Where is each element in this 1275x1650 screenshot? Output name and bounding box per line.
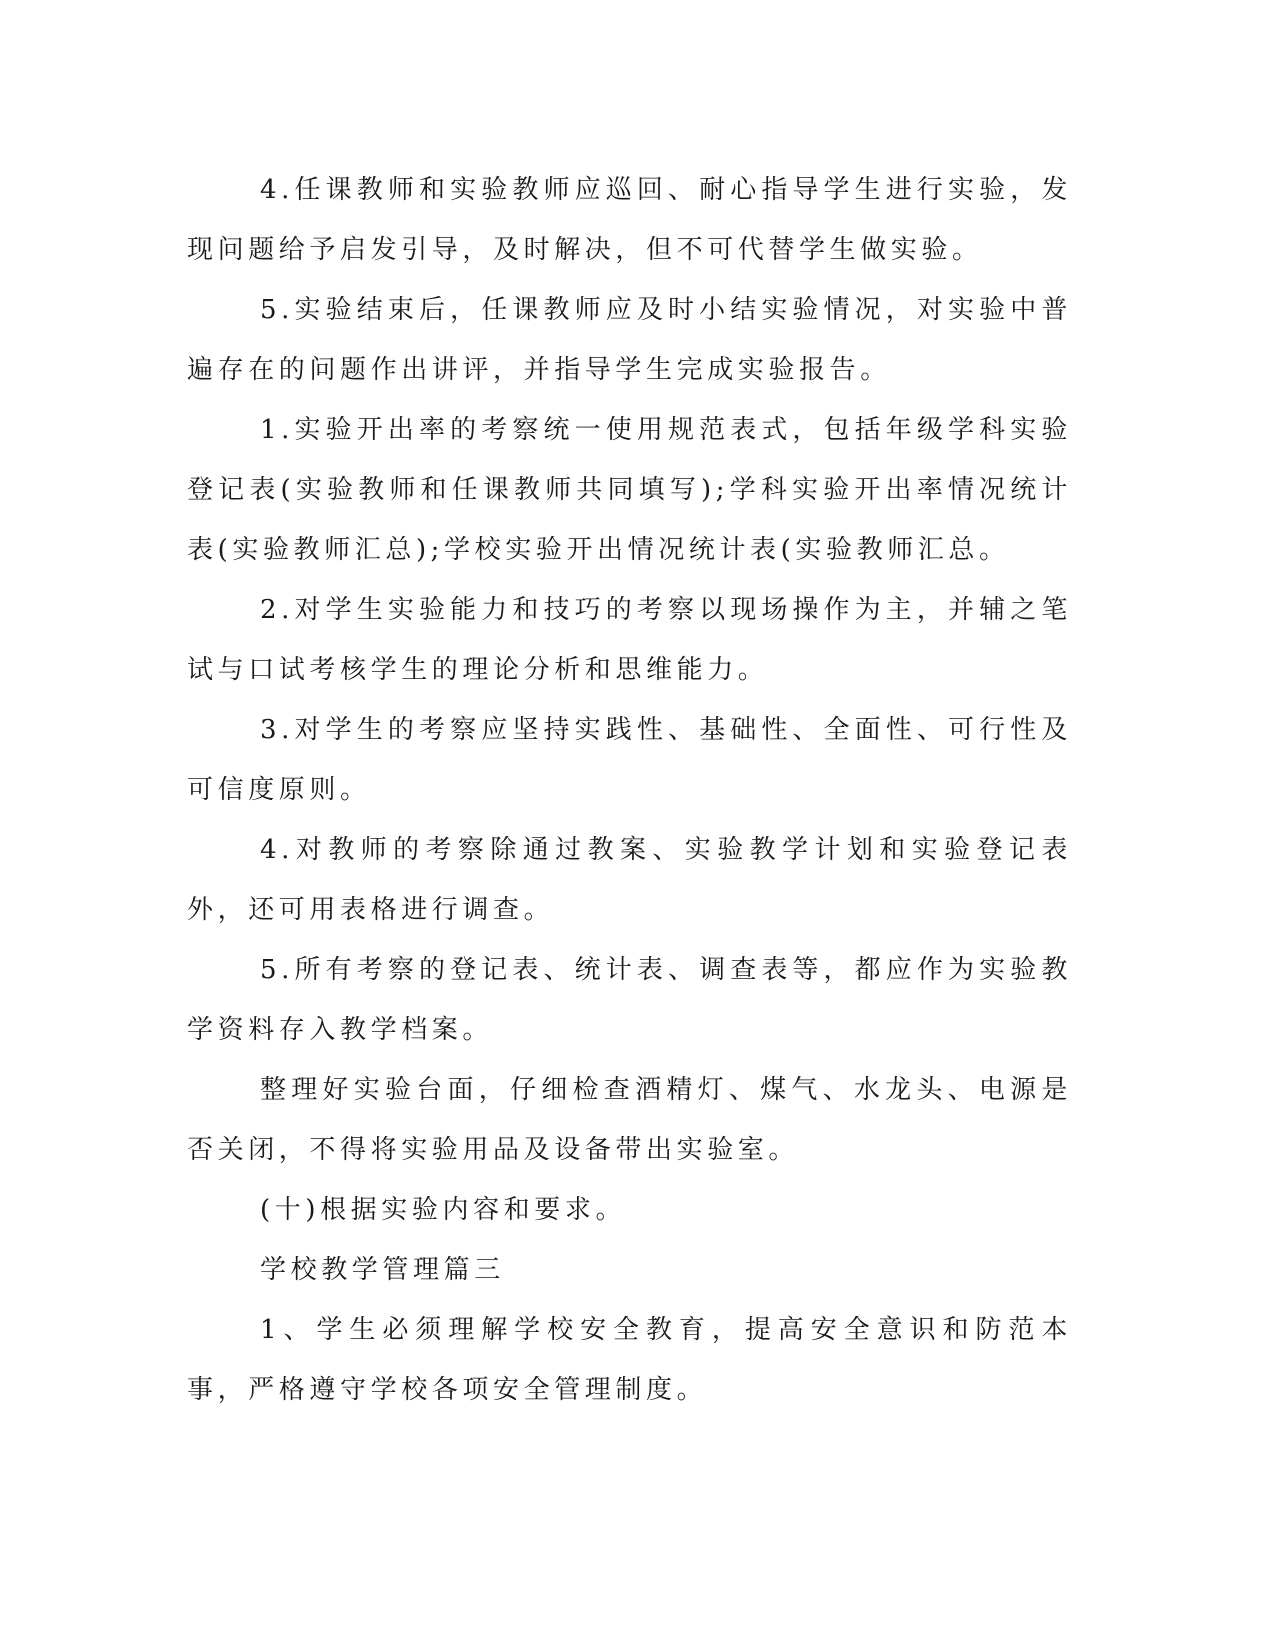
paragraph-completion-rate-forms: 1.实验开出率的考察统一使用规范表式，包括年级学科实验登记表(实验教师和任课教师共同填写);学科实验开出率情况统计表(实验教师汇总);学校实验开出情况统计表(实验教师汇总。 <box>187 415 1072 565</box>
paragraph-experiment-summary: 5.实验结束后，任课教师应及时小结实验情况，对实验中普遍存在的问题作出讲评，并指导学生完成实验报告。 <box>187 295 1072 385</box>
paragraph-teacher-assessment: 4.对教师的考察除通过教案、实验教学计划和实验登记表外，还可用表格进行调查。 <box>187 835 1072 925</box>
paragraph-archive-records: 5.所有考察的登记表、统计表、调查表等，都应作为实验教学资料存入教学档案。 <box>187 955 1072 1045</box>
paragraph-student-ability-assessment: 2.对学生实验能力和技巧的考察以现场操作为主，并辅之笔试与口试考核学生的理论分析和思维能力。 <box>187 595 1072 685</box>
paragraph-experiment-guidance: 4.任课教师和实验教师应巡回、耐心指导学生进行实验，发现问题给予启发引导，及时解决，但不可代替学生做实验。 <box>187 175 1072 265</box>
paragraph-item-ten: (十)根据实验内容和要求。 <box>260 1195 627 1225</box>
paragraph-safety-education: 1、学生必须理解学校安全教育，提高安全意识和防范本事，严格遵守学校各项安全管理制度。 <box>187 1315 1072 1405</box>
paragraph-lab-cleanup: 整理好实验台面，仔细检查酒精灯、煤气、水龙头、电源是否关闭，不得将实验用品及设备带出实验室。 <box>187 1075 1072 1165</box>
paragraph-assessment-principles: 3.对学生的考察应坚持实践性、基础性、全面性、可行性及可信度原则。 <box>187 715 1072 805</box>
section-heading: 学校教学管理篇三 <box>260 1255 505 1285</box>
document-body <box>187 160 1072 1420</box>
